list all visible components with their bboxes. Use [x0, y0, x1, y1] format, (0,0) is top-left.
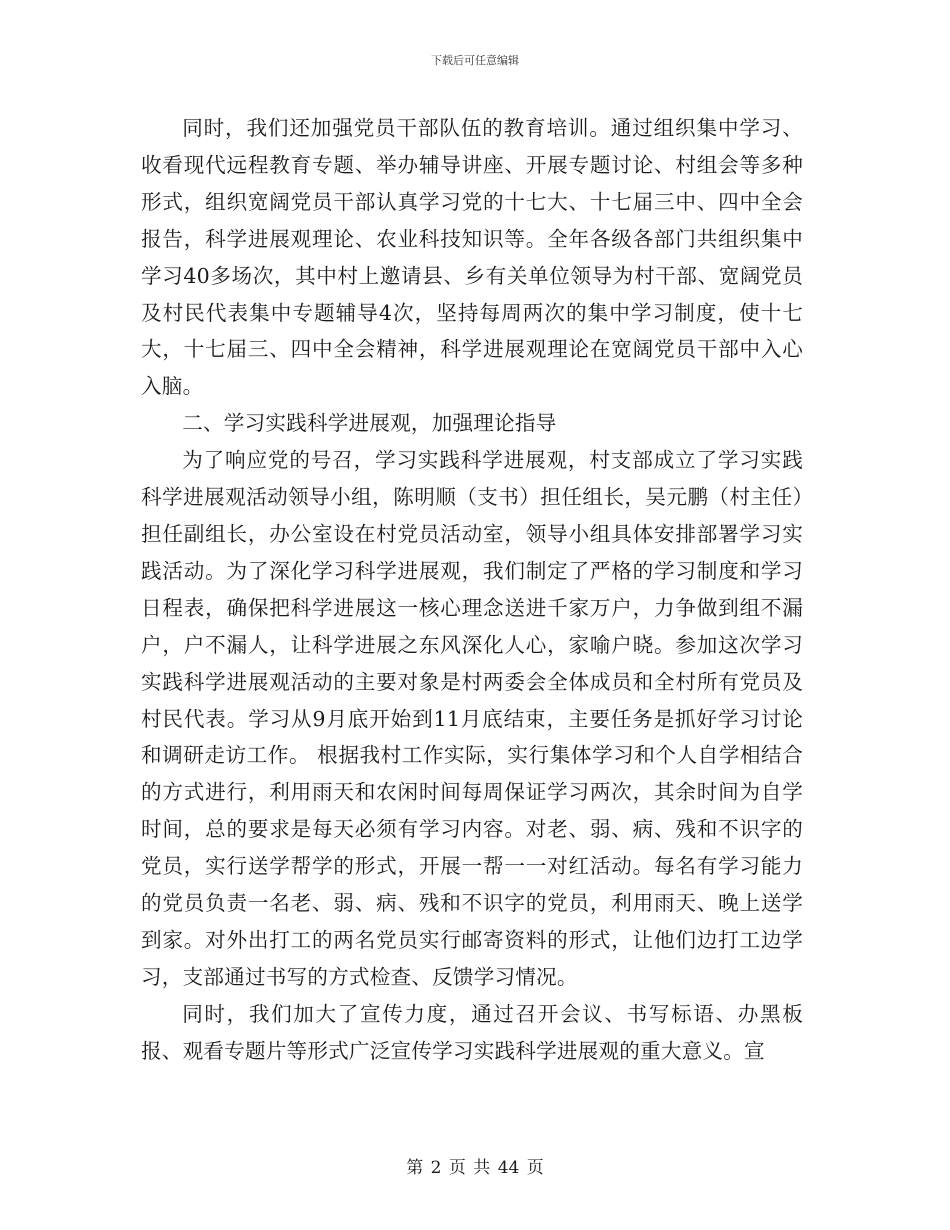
paragraph-training: 同时，我们还加强党员干部队伍的教育培训。通过组织集中学习、收看现代远程教育专题、举办辅导讲座、开展专题讨论、村组会等多种形式，组织宽阔党员干部认真学习党的十七大、十七届三中、四中全会报告，科学进展观理论、农业科技知识等。全年各级各部门共组织集中学习40多场次，其中村上邀请县、乡有关单位领导为村干部、宽阔党员及村民代表集中专题辅导4次，坚持每周两次的集中学习制度，使十七大，十七届三、四中全会精神，科学进展观理论在宽阔党员干部中入心入脑。	[141, 116, 803, 399]
document-body	[141, 110, 803, 1070]
page-footer: 第 2 页 共 44 页	[406, 1158, 544, 1178]
page-header: 下载后可任意编辑	[431, 54, 519, 67]
paragraph-study-practice: 为了响应党的号召，学习实践科学进展观，村支部成立了学习实践科学进展观活动领导小组，陈明顺（支书）担任组长，吴元鹏（村主任）担任副组长，办公室设在村党员活动室，领导小组具体安排部署学习实践活动。为了深化学习科学进展观，我们制定了严格的学习制度和学习日程表，确保把科学进展这一核心理念送进千家万户，力争做到组不漏户，户不漏人，让科学进展之东风深化人心，家喻户晓。参加这次学习实践科学进展观活动的主要对象是村两委会全体成员和全村所有党员及村民代表。学习从9月底开始到11月底结束，主要任务是抓好学习讨论和调研走访工作。 根据我村工作实际，实行集体学习和个人自学相结合的方式进行，利用雨天和农闲时间每周保证学习两次，其余时间为自学时间，总的要求是每天必须有学习内容。对老、弱、病、残和不识字的党员，实行送学帮学的形式，开展一帮一一对红活动。每名有学习能力的党员负责一名老、弱、病、残和不识字的党员，利用雨天、晚上送学到家。对外出打工的两名党员实行邮寄资料的形式，让他们边打工边学习，支部通过书写的方式检查、反馈学习情况。	[141, 448, 803, 989]
section-heading: 二、学习实践科学进展观，加强理论指导	[182, 411, 557, 436]
paragraph-publicity: 同时，我们加大了宣传力度，通过召开会议、书写标语、办黑板报、观看专题片等形式广泛宣传学习实践科学进展观的重大意义。宣	[141, 1001, 803, 1063]
